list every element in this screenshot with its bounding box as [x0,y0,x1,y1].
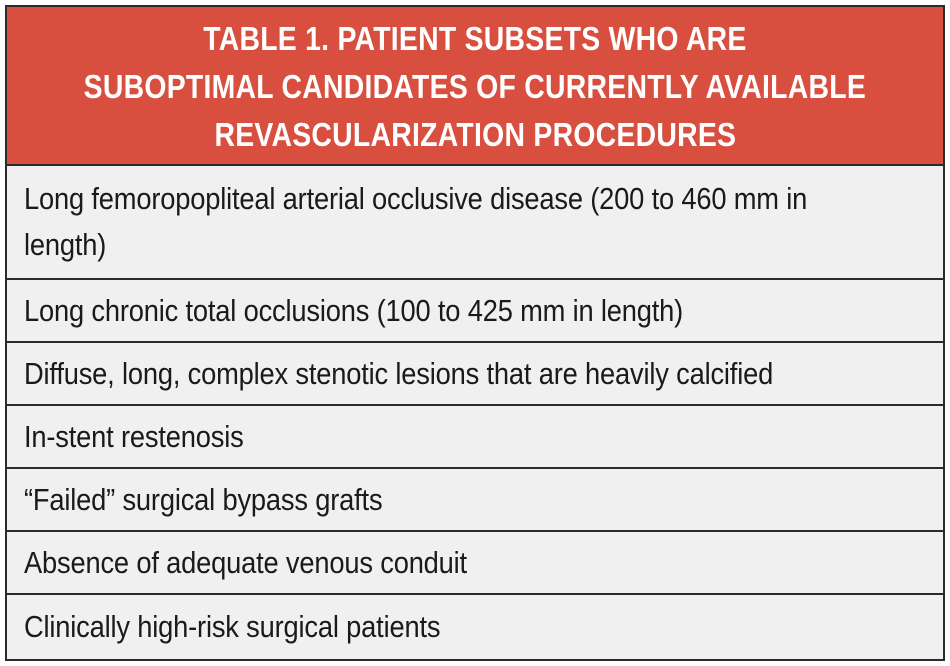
table-row [7,469,943,532]
table-title-line-3: REVASCULARIZATION PROCEDURES [214,115,736,153]
table-title-line-2: SUBOPTIMAL CANDIDATES OF CURRENTLY AVAILABLE [83,67,867,105]
table-title-line-1: TABLE 1. PATIENT SUBSETS WHO ARE [203,19,747,57]
row-text-femoropopliteal: Long femoropopliteal arterial occlusive disease (200 to 460 mm in length) [24,181,808,262]
row-text-high-risk-patients: Clinically high-risk surgical patients [24,609,441,644]
table-row [7,343,943,406]
table-header [7,7,943,166]
patient-subsets-table [5,5,945,661]
row-text-failed-bypass-grafts: “Failed” surgical bypass grafts [24,481,383,517]
row-text-stenotic-lesions: Diffuse, long, complex stenotic lesions that are heavily calcified [24,355,774,391]
row-text-venous-conduit: Absence of adequate venous conduit [24,544,467,580]
table-row [7,166,943,280]
table-row [7,532,943,595]
row-text-chronic-total-occlusions: Long chronic total occlusions (100 to 425 mm in length) [24,292,684,328]
table-row [7,595,943,659]
row-text-in-stent-restenosis: In-stent restenosis [24,418,244,454]
table-row [7,280,943,343]
table-row [7,406,943,469]
